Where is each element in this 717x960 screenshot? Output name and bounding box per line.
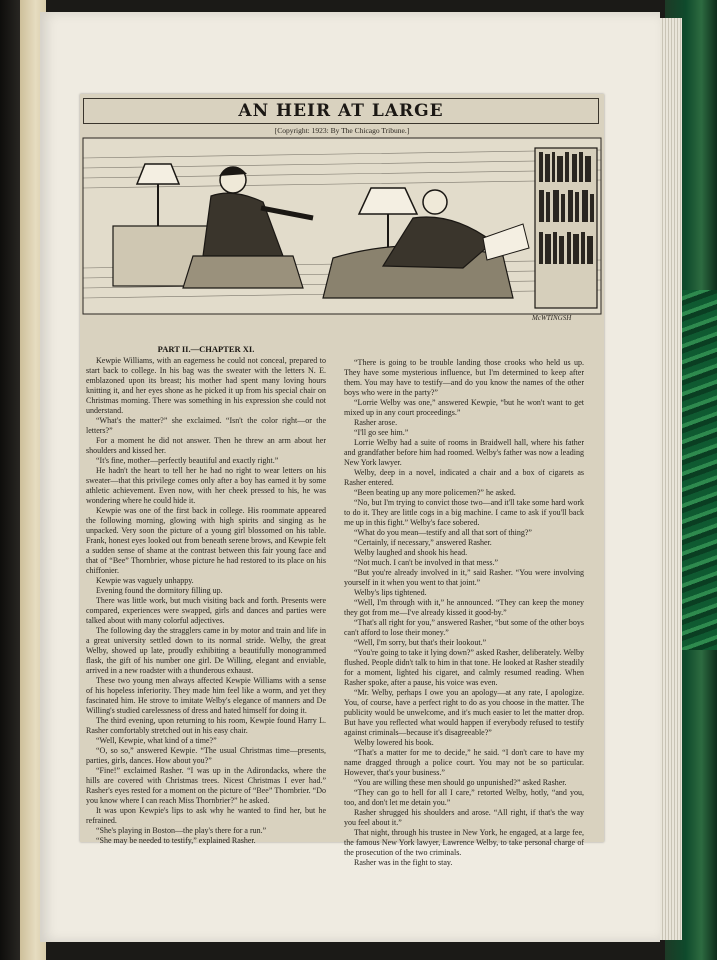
text-column-right: [344, 358, 584, 867]
paragraph: “What do you mean—testify and all that sort of thing?”: [354, 528, 532, 537]
paragraph: Evening found the dormitory filling up.: [96, 586, 223, 595]
paragraph: Rasher shrugged his shoulders and arose. “All right, if that's the way you feel about it.”: [344, 808, 584, 827]
paragraph: “I'll go see him.”: [354, 428, 409, 437]
paragraph: “They can go to hell for all I care,” retorted Welby, hotly, “and you, too, and don't let me detain you.”: [344, 788, 584, 807]
paragraph: “Lorrie Welby was one,” answered Kewpie, “but he won't want to get mixed up in any court proceedings.”: [344, 398, 584, 417]
paragraph: Lorrie Welby had a suite of rooms in Braidwell hall, where his father and grandfather before him had roomed. Welby's father was now a leading New York lawyer.: [344, 438, 584, 467]
paragraph: “Not much. I can't be involved in that mess.”: [354, 558, 499, 567]
paragraph: The third evening, upon returning to his room, Kewpie found Harry L. Rasher comfortably stretched out in his easy chair.: [86, 716, 326, 735]
cartoon-illustration: [83, 138, 601, 314]
paragraph: Rasher arose.: [354, 418, 398, 427]
paragraph: Welby's lips tightened.: [354, 588, 427, 597]
paragraph: “You're going to take it lying down?” asked Rasher, deliberately. Welby flushed. People didn't talk to him in that tone. He looked at Rasher steadily for a moment, lighted his cigaret, and calmly resumed reading. When Rasher spoke, after a pause, his voice was even.: [344, 648, 584, 687]
story-title: AN HEIR AT LARGE: [238, 101, 444, 121]
paragraph: There was little work, but much visiting back and forth. Presents were compared, experiences were swapped, girls and dances and parties were talked about with many colorful adjectives.: [86, 596, 326, 625]
chapter-heading: PART II.—CHAPTER XI.: [157, 344, 255, 354]
paragraph: “Fine!” exclaimed Rasher. “I was up in the Adirondacks, where the hills are covered with Christmas trees. Nicest Christmas I ever had.” Rasher's eyes rested for a moment on the picture of “Bee” Thornbrier. “Do you know where I can reach Miss Thornbrier?” he asked.: [86, 766, 326, 805]
background-shadow: [0, 0, 22, 960]
paragraph: “That's a matter for me to decide,” he said. “I don't care to have my name dragged through a police court. You may not be so particular. However, that's your business.”: [344, 748, 584, 777]
title-box: [83, 98, 599, 124]
paragraph: Welby lowered his book.: [354, 738, 434, 747]
paragraph: Welby, deep in a novel, indicated a chair and a box of cigarets as Rasher entered.: [344, 468, 584, 487]
copyright-line: [Copyright: 1923: By The Chicago Tribune.]: [274, 126, 410, 135]
paragraph: “No, but I'm trying to convict those two—and it'll take some hard work to do it. They are little cogs in a big machine. I came to ask if you'll back me up in this fight.” Welby's face sobered.: [344, 498, 584, 527]
paragraph: Welby laughed and shook his head.: [354, 548, 468, 557]
paragraph: “Well, Kewpie, what kind of a time?”: [96, 736, 217, 745]
paragraph: “You are willing these men should go unpunished?” asked Rasher.: [354, 778, 567, 787]
newspaper-clipping: [80, 94, 604, 867]
paragraph: “Well, I'm through with it,” he announced. “They can keep the money they got from me—I've already kissed it good-by.”: [344, 598, 584, 617]
paragraph: “Well, I'm sorry, but that's their lookout.”: [354, 638, 487, 647]
paragraph: “She's playing in Boston—the play's there for a run.”: [96, 826, 267, 835]
paragraph: “Been beating up any more policemen?” he asked.: [354, 488, 516, 497]
artist-signature: McWTINGSH: [532, 314, 572, 322]
marbled-endpaper: [682, 290, 717, 650]
paragraph: “But you're already involved in it,” said Rasher. “You were involving yourself in it when you went to that joint.”: [344, 568, 584, 587]
paragraph: “O, so so,” answered Kewpie. “The usual Christmas time—presents, parties, girls, dances. How about you?”: [86, 746, 326, 765]
paragraph: Kewpie was one of the first back in college. His roommate appeared the following morning, glowing with high spirits and singing as he unpacked. Very soon the picture of a young girl blossomed on his table. Frank, honest eyes looked out from beneath serene brows, and Kewpie felt a sudden sense of shame at the contrast between this fair young face and that of “Bee” Thornbrier, whose picture he had restored to its place on his chiffonier.: [86, 506, 326, 575]
paragraph: These two young men always affected Kewpie Williams with a sense of his hopeless inferiority. They made him feel like a worm, and yet they fascinated him. He strove to imitate Welby's elegance of manners and De Willing's studied carelessness of dress and hated himself for doing it.: [86, 676, 326, 715]
paragraph: “There is going to be trouble landing those crooks who held us up. They have some mysterious influence, but I'm determined to keep after them. You may have to testify—and do you know the names of the other boys who were in the party?”: [344, 358, 584, 397]
paragraph: “She may be needed to testify,” explained Rasher.: [96, 836, 256, 845]
paragraph: The following day the stragglers came in by motor and train and life in a great university settled down to its normal stride. Welby, the great Welby, showed up late, proudly exhibiting a beautifully monogrammed flask, the gift of his number one girl. De Willing, elegant and enviable, arrived in a new roadster with a thunderous exhaust.: [86, 626, 326, 675]
paragraph: “It's fine, mother—perfectly beautiful and exactly right.”: [96, 456, 279, 465]
text-column-left: [86, 356, 326, 845]
paragraph: “Certainly, if necessary,” answered Rasher.: [354, 538, 492, 547]
paragraph: Rasher was in the fight to stay.: [354, 858, 453, 867]
paragraph: “What's the matter?” she exclaimed. “Isn't the color right—or the letters?”: [86, 416, 326, 435]
paragraph: For a moment he did not answer. Then he threw an arm about her shoulders and kissed her.: [86, 436, 326, 455]
paragraph: He hadn't the heart to tell her he had no right to wear letters on his sweater—that this privilege comes only after a boy has earned it by some athletic achievement. Even now, with her cheek pressed to his, he was wondering where he could hide it.: [86, 466, 326, 505]
paragraph: “Mr. Welby, perhaps I owe you an apology—at any rate, I apologize. You, of course, have a perfect right to do as you choose in the matter. The publicity would be unwelcome, and it's much easier to let the matter drop. But have you reflected what would happen if everybody refused to testify against criminals—because it's disagreeable?”: [344, 688, 584, 737]
paragraph: “That's all right for you,” answered Rasher, “but some of the other boys can't afford to lose their money.”: [344, 618, 584, 637]
paragraph: Kewpie Williams, with an eagerness he could not conceal, prepared to start back to college. In his bag was the sweater with the letters N. E. emblazoned upon its breast; his mother had spent many loving hours knitting it, and her eyes shone as he picked it up from his special chair on Christmas morning. There was something in his expression she could not understand.: [86, 356, 326, 415]
paragraph: That night, through his trustee in New York, he engaged, at a large fee, the famous New York lawyer, Lawrence Welby, to take personal charge of the prosecution of the two criminals.: [344, 828, 584, 857]
paragraph: It was upon Kewpie's lips to ask why he wanted to find her, but he refrained.: [86, 806, 326, 825]
paragraph: Kewpie was vaguely unhappy.: [96, 576, 194, 585]
